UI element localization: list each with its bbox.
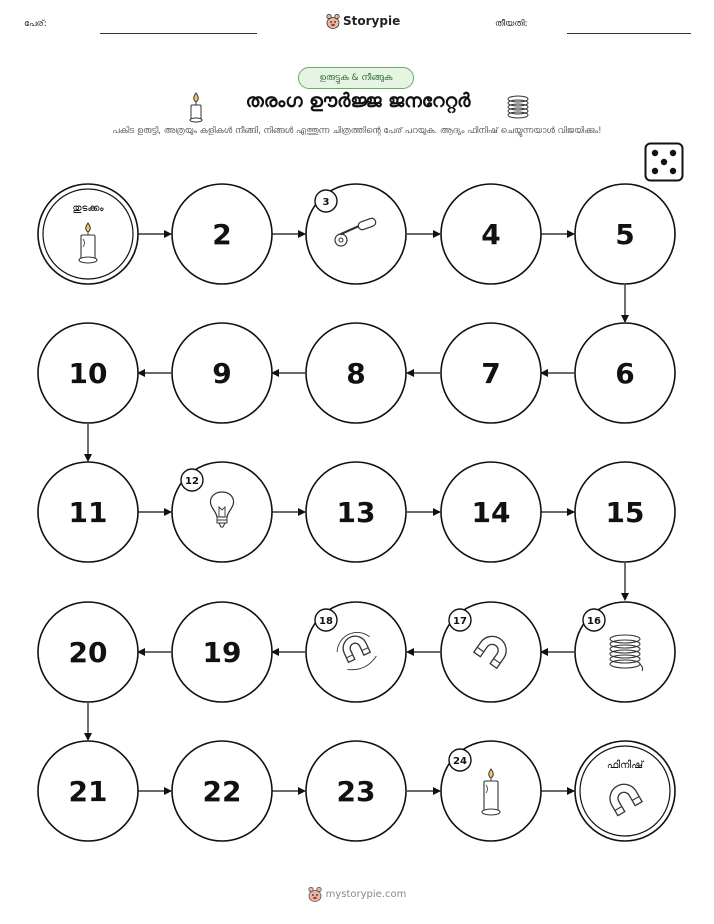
cell-badge-number: 24 bbox=[453, 756, 467, 767]
cell-number: 11 bbox=[68, 496, 108, 529]
cell-number: 22 bbox=[202, 775, 242, 808]
board-cell[interactable] bbox=[441, 323, 541, 423]
cell-number: 5 bbox=[615, 218, 635, 251]
finish-label: ഫിനിഷ് bbox=[606, 760, 644, 771]
date-label: തീയതി: bbox=[495, 19, 528, 29]
cell-number: 9 bbox=[212, 357, 232, 390]
board-cell[interactable] bbox=[38, 323, 138, 423]
board-cell[interactable] bbox=[38, 462, 138, 562]
cell-number: 6 bbox=[615, 357, 635, 390]
picture-cell[interactable] bbox=[306, 184, 406, 284]
picture-cell[interactable] bbox=[306, 602, 406, 702]
game-type-badge: ഉരുട്ടുക & നീങ്ങുക bbox=[298, 67, 414, 89]
instructions-text: പകിട ഉരുട്ടി, അത്രയും കളികൾ നീങ്ങി, നിങ്ങൾ എത്തുന്ന ചിത്രത്തിന്റെ പേര് പറയുക. ആദ്യം ഫിനിഷ് ചെയ്യുന്നയാൾ വിജയിക്കും! bbox=[112, 126, 602, 136]
cell-number: 14 bbox=[471, 496, 511, 529]
cell-number: 20 bbox=[68, 636, 108, 669]
start-cell[interactable] bbox=[38, 184, 138, 284]
picture-cell[interactable] bbox=[441, 741, 541, 841]
board-cell[interactable] bbox=[306, 323, 406, 423]
page-title: തരംഗ ഊർജ്ജ ജനറേറ്റർ bbox=[245, 90, 471, 112]
footer bbox=[0, 886, 714, 902]
board-cell[interactable] bbox=[441, 184, 541, 284]
cell-badge-number: 12 bbox=[185, 476, 199, 487]
board-cell[interactable] bbox=[172, 741, 272, 841]
cell-number: 21 bbox=[68, 775, 108, 808]
board-cell[interactable] bbox=[38, 741, 138, 841]
finish-cell[interactable] bbox=[575, 741, 675, 841]
picture-cell[interactable] bbox=[575, 602, 675, 702]
name-label: പേര്: bbox=[24, 19, 47, 29]
board-cell[interactable] bbox=[575, 462, 675, 562]
cell-number: 2 bbox=[212, 218, 232, 251]
board-cell[interactable] bbox=[172, 602, 272, 702]
cell-number: 13 bbox=[336, 496, 376, 529]
mascot-icon bbox=[308, 886, 322, 902]
board-cell[interactable] bbox=[172, 323, 272, 423]
start-label: തുടക്കം bbox=[72, 203, 104, 214]
cell-badge-number: 3 bbox=[322, 197, 330, 208]
cell-badge-number: 16 bbox=[587, 616, 601, 627]
picture-cell[interactable] bbox=[172, 462, 272, 562]
cell-number: 19 bbox=[202, 636, 242, 669]
picture-cell[interactable] bbox=[441, 602, 541, 702]
board-cell[interactable] bbox=[172, 184, 272, 284]
cell-number: 8 bbox=[346, 357, 366, 390]
cell-number: 10 bbox=[68, 357, 108, 390]
board-cell[interactable] bbox=[575, 323, 675, 423]
board-cell[interactable] bbox=[306, 741, 406, 841]
board-cell[interactable] bbox=[575, 184, 675, 284]
cell-badge-number: 17 bbox=[453, 616, 467, 627]
board-cell[interactable] bbox=[441, 462, 541, 562]
board-cell[interactable] bbox=[306, 462, 406, 562]
cell-number: 23 bbox=[336, 775, 376, 808]
cell-number: 4 bbox=[481, 218, 501, 251]
cell-number: 15 bbox=[605, 496, 645, 529]
cell-number: 7 bbox=[481, 357, 501, 390]
cell-badge-number: 18 bbox=[319, 616, 333, 627]
footer-site-link[interactable]: mystorypie.com bbox=[325, 888, 407, 900]
board-cell[interactable] bbox=[38, 602, 138, 702]
brand-name: Storypie bbox=[343, 14, 401, 28]
